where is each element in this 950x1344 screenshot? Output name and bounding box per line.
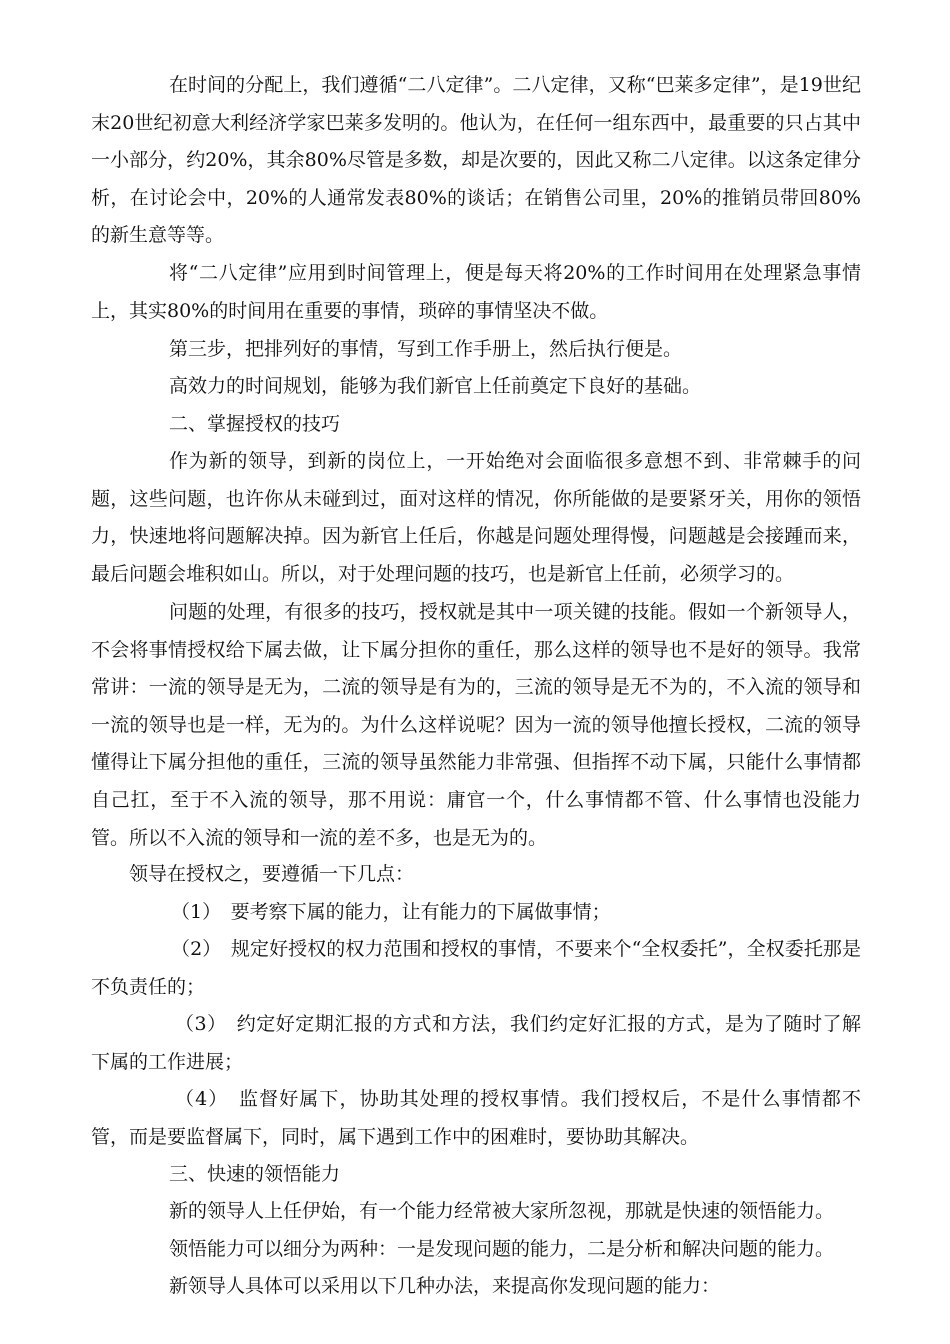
list-item-1: （1） 要考察下属的能力，让有能力的下属做事情；: [171, 901, 611, 923]
paragraph-time-management: 将“二八定律”应用到时间管理上，便是每天将20%的工作时间用在处理紧急事情上，其实80%的时间用在重要的事情，琐碎的事情坚决不做。: [91, 262, 861, 322]
section-heading-comprehension: 三、快速的领悟能力: [169, 1163, 341, 1185]
paragraph-pareto-principle: 在时间的分配上，我们遵循“二八定律”。二八定律，又称“巴莱多定律”，是19世纪末20世纪初意大利经济学家巴莱多发明的。他认为，在任何一组东西中，最重要的只占其中一小部分，约20%，其余80%尽管是多数，却是次要的，因此又称二八定律。以这条定律分析，在讨论会中，20%的人通常发表80%的谈话；在销售公司里，20%的推销员带回80%的新生意等等。: [91, 74, 861, 247]
paragraph-comprehension-ability: 新的领导人上任伊始，有一个能力经常被大家所忽视，那就是快速的领悟能力。: [169, 1200, 835, 1222]
paragraph-new-leader-problems: 作为新的领导，到新的岗位上，一开始绝对会面临很多意想不到、非常棘手的问题，这些问题，也许你从未碰到过，面对这样的情况，你所能做的是要紧牙关，用你的领悟力，快速地将问题解决掉。因为新官上任后，你越是问题处理得慢，问题越是会接踵而来，最后问题会堆积如山。所以，对于处理问题的技巧，也是新官上任前，必须学习的。: [91, 450, 861, 585]
list-item-3: （3） 约定好定期汇报的方式和方法，我们约定好汇报的方式，是为了随时了解下属的工作进展；: [91, 1013, 861, 1073]
paragraph-comprehension-types: 领悟能力可以细分为两种：一是发现问题的能力，二是分析和解决问题的能力。: [169, 1238, 835, 1260]
paragraph-improve-methods: 新领导人具体可以采用以下几种办法，来提高你发现问题的能力：: [169, 1275, 721, 1297]
section-heading-delegation: 二、掌握授权的技巧: [169, 413, 341, 435]
paragraph-time-planning: 高效力的时间规划，能够为我们新官上任前奠定下良好的基础。: [169, 375, 702, 397]
paragraph-delegation-skills: 问题的处理，有很多的技巧，授权就是其中一项关键的技能。假如一个新领导人，不会将事情授权给下属去做，让下属分担你的重任，那么这样的领导也不是好的领导。我常常讲：一流的领导是无为，二流的领导是有为的，三流的领导是无不为的，不入流的领导和一流的领导也是一样，无为的。为什么这样说呢？因为一流的领导他擅长授权，二流的领导懂得让下属分担他的重任，三流的领导虽然能力非常强、但指挥不动下属，只能什么事情都自己扛，至于不入流的领导，那不用说：庸官一个，什么事情都不管、什么事情也没能力管。所以不入流的领导和一流的差不多，也是无为的。: [91, 601, 861, 849]
list-item-2: （2） 规定好授权的权力范围和授权的事情，不要来个“全权委托”，全权委托那是不负责任的；: [91, 938, 861, 998]
paragraph-step-three: 第三步，把排列好的事情，写到工作手册上，然后执行便是。: [169, 338, 683, 360]
list-item-4: （4） 监督好属下，协助其处理的授权事情。我们授权后，不是什么事情都不管，而是要监督属下，同时，属下遇到工作中的困难时，要协助其解决。: [91, 1088, 861, 1148]
paragraph-delegation-points-intro: 领导在授权之，要遵循一下几点：: [129, 863, 415, 885]
